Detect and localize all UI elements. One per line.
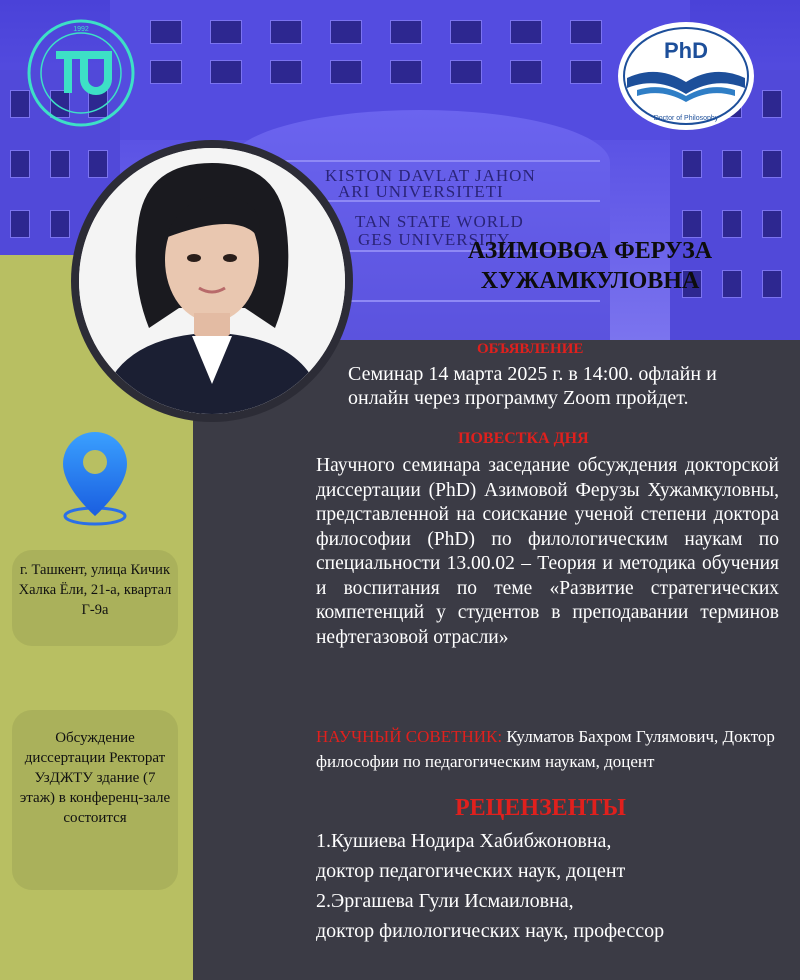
address-box: г. Ташкент, улица Кичик Халка Ёли, 21-а, квартал Г-9а xyxy=(12,550,178,646)
announcement-heading: ОБЪЯВЛЕНИЕ xyxy=(477,341,584,357)
person-name-line1: АЗИМОВОА ФЕРУЗА xyxy=(467,238,713,264)
advisor-block xyxy=(316,724,784,774)
phd-logo-subtext: Doctor of Philosophy xyxy=(653,115,719,122)
person-name xyxy=(430,236,750,296)
building-sign-text: GES UNIVERSITY xyxy=(358,230,511,249)
announcement-text: Семинар 14 марта 2025 г. в 14:00. офлайн и онлайн через программу Zoom пройдет. xyxy=(348,363,717,409)
university-tu-logo xyxy=(26,18,136,128)
svg-text:1992: 1992 xyxy=(73,26,89,33)
reviewer-line: доктор педагогических наук, доцент xyxy=(316,860,626,882)
reviewer-line: доктор филологических наук, профессор xyxy=(316,920,665,942)
reviewers-list xyxy=(316,826,786,946)
agenda-text: Научного семинара заседание обсуждения докторской диссертации (PhD) Азимовой Ферузы Хужамкуловны, представленной на соискание ученой степени доктора философии (PhD) по филологическим наукам по специальности 13.00.02 – Теория и методика обучения и воспитания по теме «Развитие стратегических компетенций у студентов в преподавании терминов нефтегазовой отрасли» xyxy=(316,455,779,648)
agenda-heading: ПОВЕСТКА ДНЯ xyxy=(458,430,589,447)
person-name-line2: ХУЖАМКУЛОВНА xyxy=(480,268,700,294)
reviewer-line: 2.Эргашева Гули Исмаиловна, xyxy=(316,890,574,912)
phd-book-logo xyxy=(615,20,757,132)
building-sign-text: TAN STATE WORLD xyxy=(355,212,524,231)
location-pin-icon xyxy=(55,428,135,526)
advisor-text: Кулматов Бахром Гулямович, Доктор философии по педагогическим наукам, доцент xyxy=(316,727,775,771)
advisor-label: НАУЧНЫЙ СОВЕТНИК: xyxy=(316,727,503,746)
venue-box: Обсуждение диссертации Ректорат УзДЖТУ здание (7 этаж) в конференц-зале состоится xyxy=(12,710,178,890)
reviewer-line: 1.Кушиева Нодира Хабибжоновна, xyxy=(316,830,612,852)
portrait-photo xyxy=(79,148,345,414)
building-sign-text: ARI UNIVERSITETI xyxy=(338,182,504,201)
building-sign-text: KISTON DAVLAT JAHON xyxy=(325,166,536,185)
person-silhouette-icon xyxy=(79,148,345,414)
reviewers-heading: РЕЦЕНЗЕНТЫ xyxy=(455,795,626,821)
phd-logo-text: PhD xyxy=(664,38,708,63)
